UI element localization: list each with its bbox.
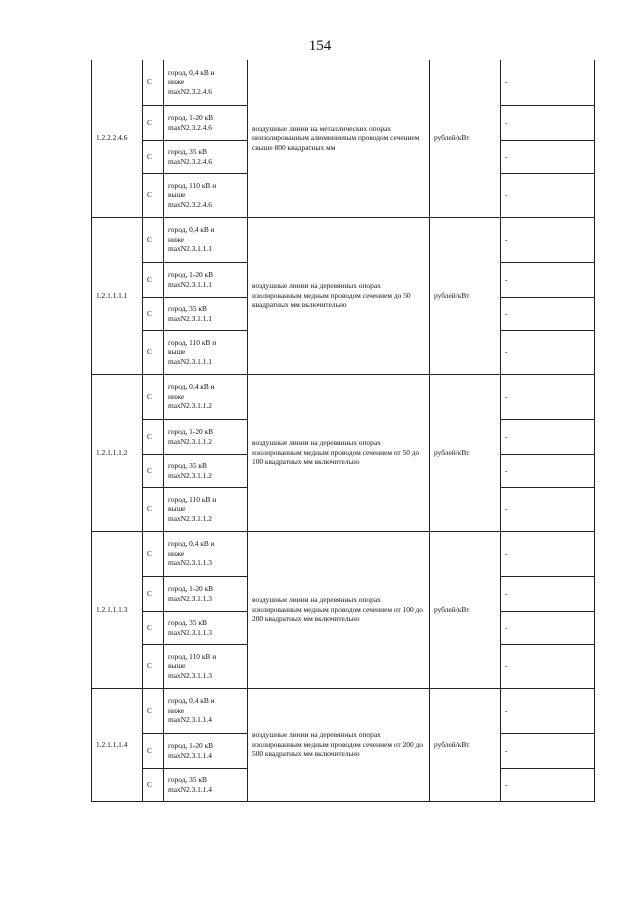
voltage-level — [164, 611, 248, 644]
voltage-level-line: ниже — [168, 234, 185, 244]
voltage-level — [164, 454, 248, 487]
voltage-level — [164, 733, 248, 768]
voltage-level — [164, 217, 248, 262]
tariff-table — [91, 60, 595, 802]
unit-of-measure: рублей/кВт — [430, 60, 501, 217]
voltage-level-line: maxN2.3.1.1.2 — [168, 436, 212, 446]
voltage-level-line: maxN2.3.2.4.6 — [168, 122, 212, 132]
voltage-level-line: maxN2.3.1.1.1 — [168, 279, 212, 289]
voltage-level-line: maxN2.3.1.1.2 — [168, 470, 212, 480]
rate-value: - — [501, 611, 595, 644]
voltage-level — [164, 173, 248, 217]
unit-of-measure: рублей/кВт — [430, 531, 501, 688]
category-letter: С — [143, 262, 164, 297]
voltage-level-line: город, 0,4 кВ и — [168, 539, 215, 549]
voltage-level-line: город, 35 кВ — [168, 774, 207, 784]
voltage-level-line: maxN2.3.1.1.4 — [168, 715, 212, 725]
voltage-level-line: maxN2.3.1.1.4 — [168, 750, 212, 760]
rate-value: - — [501, 140, 595, 173]
rate-value: - — [501, 217, 595, 262]
voltage-level-line: город, 35 кВ — [168, 460, 207, 470]
voltage-level — [164, 330, 248, 374]
voltage-level — [164, 688, 248, 733]
table-row — [92, 688, 595, 733]
line-description: воздушные линии на металлических опорах неизолированным алюминиевым проводом сечением свыше 800 квадратных мм — [248, 60, 430, 217]
voltage-level-line: город, 0,4 кВ и — [168, 67, 215, 77]
category-letter: С — [143, 531, 164, 576]
voltage-level-line: выше — [168, 661, 186, 671]
voltage-level-line: ниже — [168, 548, 185, 558]
voltage-level-line: maxN2.3.2.4.6 — [168, 156, 212, 166]
voltage-level — [164, 644, 248, 688]
line-description: воздушные линии на деревянных опорах изолированным медным проводом сечением от 100 до 200 квадратных мм включительно — [248, 531, 430, 688]
category-letter: С — [143, 330, 164, 374]
voltage-level-line: выше — [168, 504, 186, 514]
rate-value: - — [501, 576, 595, 611]
voltage-level-line: город, 35 кВ — [168, 303, 207, 313]
voltage-level — [164, 576, 248, 611]
category-letter: С — [143, 576, 164, 611]
category-letter: С — [143, 140, 164, 173]
line-description: воздушные линии на деревянных опорах изолированным медным проводом сечением до 50 квадратных мм включительно — [248, 217, 430, 374]
table-row — [92, 531, 595, 576]
voltage-level-line: maxN2.3.1.1.1 — [168, 244, 212, 254]
group-code: 1.2.1.1.1.3 — [92, 531, 143, 688]
voltage-level-line: город, 1-20 кВ — [168, 583, 214, 593]
voltage-level — [164, 768, 248, 801]
voltage-level-line: город, 35 кВ — [168, 617, 207, 627]
rate-value: - — [501, 733, 595, 768]
voltage-level-line: maxN2.3.1.1.3 — [168, 627, 212, 637]
unit-of-measure: рублей/кВт — [430, 688, 501, 801]
rate-value: - — [501, 768, 595, 801]
table-row — [92, 217, 595, 262]
voltage-level-line: город, 110 кВ и — [168, 180, 217, 190]
category-letter: С — [143, 217, 164, 262]
voltage-level-line: maxN2.3.1.1.2 — [168, 513, 212, 523]
voltage-level-line: город, 1-20 кВ — [168, 112, 214, 122]
voltage-level-line: ниже — [168, 705, 185, 715]
rate-value: - — [501, 487, 595, 531]
category-letter: С — [143, 454, 164, 487]
voltage-level — [164, 297, 248, 330]
voltage-level-line: maxN2.3.1.1.2 — [168, 401, 212, 411]
voltage-level — [164, 487, 248, 531]
rate-value: - — [501, 297, 595, 330]
voltage-level-line: город, 110 кВ и — [168, 337, 217, 347]
voltage-level-line: maxN2.3.2.4.6 — [168, 199, 212, 209]
category-letter: С — [143, 768, 164, 801]
voltage-level-line: maxN2.3.1.1.1 — [168, 356, 212, 366]
voltage-level — [164, 419, 248, 454]
category-letter: С — [143, 688, 164, 733]
voltage-level-line: ниже — [168, 391, 185, 401]
voltage-level — [164, 60, 248, 105]
table-row — [92, 374, 595, 419]
category-letter: С — [143, 611, 164, 644]
category-letter: С — [143, 487, 164, 531]
category-letter: С — [143, 644, 164, 688]
unit-of-measure: рублей/кВт — [430, 374, 501, 531]
category-letter: С — [143, 297, 164, 330]
voltage-level-line: maxN2.3.1.1.1 — [168, 313, 212, 323]
group-code: 1.2.1.1.1.1 — [92, 217, 143, 374]
voltage-level-line: город, 1-20 кВ — [168, 740, 214, 750]
voltage-level-line: maxN2.3.2.4.6 — [168, 87, 212, 97]
voltage-level — [164, 105, 248, 140]
rate-value: - — [501, 173, 595, 217]
unit-of-measure: рублей/кВт — [430, 217, 501, 374]
voltage-level-line: выше — [168, 347, 186, 357]
rate-value: - — [501, 105, 595, 140]
rate-value: - — [501, 262, 595, 297]
voltage-level — [164, 262, 248, 297]
rate-value: - — [501, 330, 595, 374]
voltage-level-line: город, 1-20 кВ — [168, 426, 214, 436]
voltage-level-line: выше — [168, 190, 186, 200]
page-number: 154 — [308, 38, 332, 54]
voltage-level-line: город, 0,4 кВ и — [168, 225, 215, 235]
category-letter: С — [143, 419, 164, 454]
rate-value: - — [501, 644, 595, 688]
group-code: 1.2.1.1.1.4 — [92, 688, 143, 801]
voltage-level-line: город, 110 кВ и — [168, 494, 217, 504]
voltage-level-line: maxN2.3.1.1.3 — [168, 670, 212, 680]
voltage-level-line: город, 110 кВ и — [168, 651, 217, 661]
group-code: 1.2.2.2.4.6 — [92, 60, 143, 217]
voltage-level-line: город, 0,4 кВ и — [168, 696, 215, 706]
table-row — [92, 60, 595, 105]
rate-value: - — [501, 60, 595, 105]
voltage-level — [164, 374, 248, 419]
voltage-level — [164, 140, 248, 173]
rate-value: - — [501, 531, 595, 576]
rate-value: - — [501, 454, 595, 487]
voltage-level-line: maxN2.3.1.1.3 — [168, 558, 212, 568]
voltage-level-line: maxN2.3.1.1.4 — [168, 784, 212, 794]
line-description: воздушные линии на деревянных опорах изолированным медным проводом сечением от 50 до 100 квадратных мм включительно — [248, 374, 430, 531]
rate-value: - — [501, 374, 595, 419]
tariff-table-body — [92, 60, 595, 801]
voltage-level-line: maxN2.3.1.1.3 — [168, 593, 212, 603]
voltage-level-line: город, 0,4 кВ и — [168, 382, 215, 392]
rate-value: - — [501, 419, 595, 454]
category-letter: С — [143, 105, 164, 140]
category-letter: С — [143, 733, 164, 768]
voltage-level-line: город, 35 кВ — [168, 146, 207, 156]
voltage-level-line: ниже — [168, 77, 185, 87]
category-letter: С — [143, 60, 164, 105]
category-letter: С — [143, 173, 164, 217]
rate-value: - — [501, 688, 595, 733]
voltage-level-line: город, 1-20 кВ — [168, 269, 214, 279]
line-description: воздушные линии на деревянных опорах изолированным медным проводом сечением от 200 до 500 квадратных мм включительно — [248, 688, 430, 801]
category-letter: С — [143, 374, 164, 419]
group-code: 1.2.1.1.1.2 — [92, 374, 143, 531]
voltage-level — [164, 531, 248, 576]
